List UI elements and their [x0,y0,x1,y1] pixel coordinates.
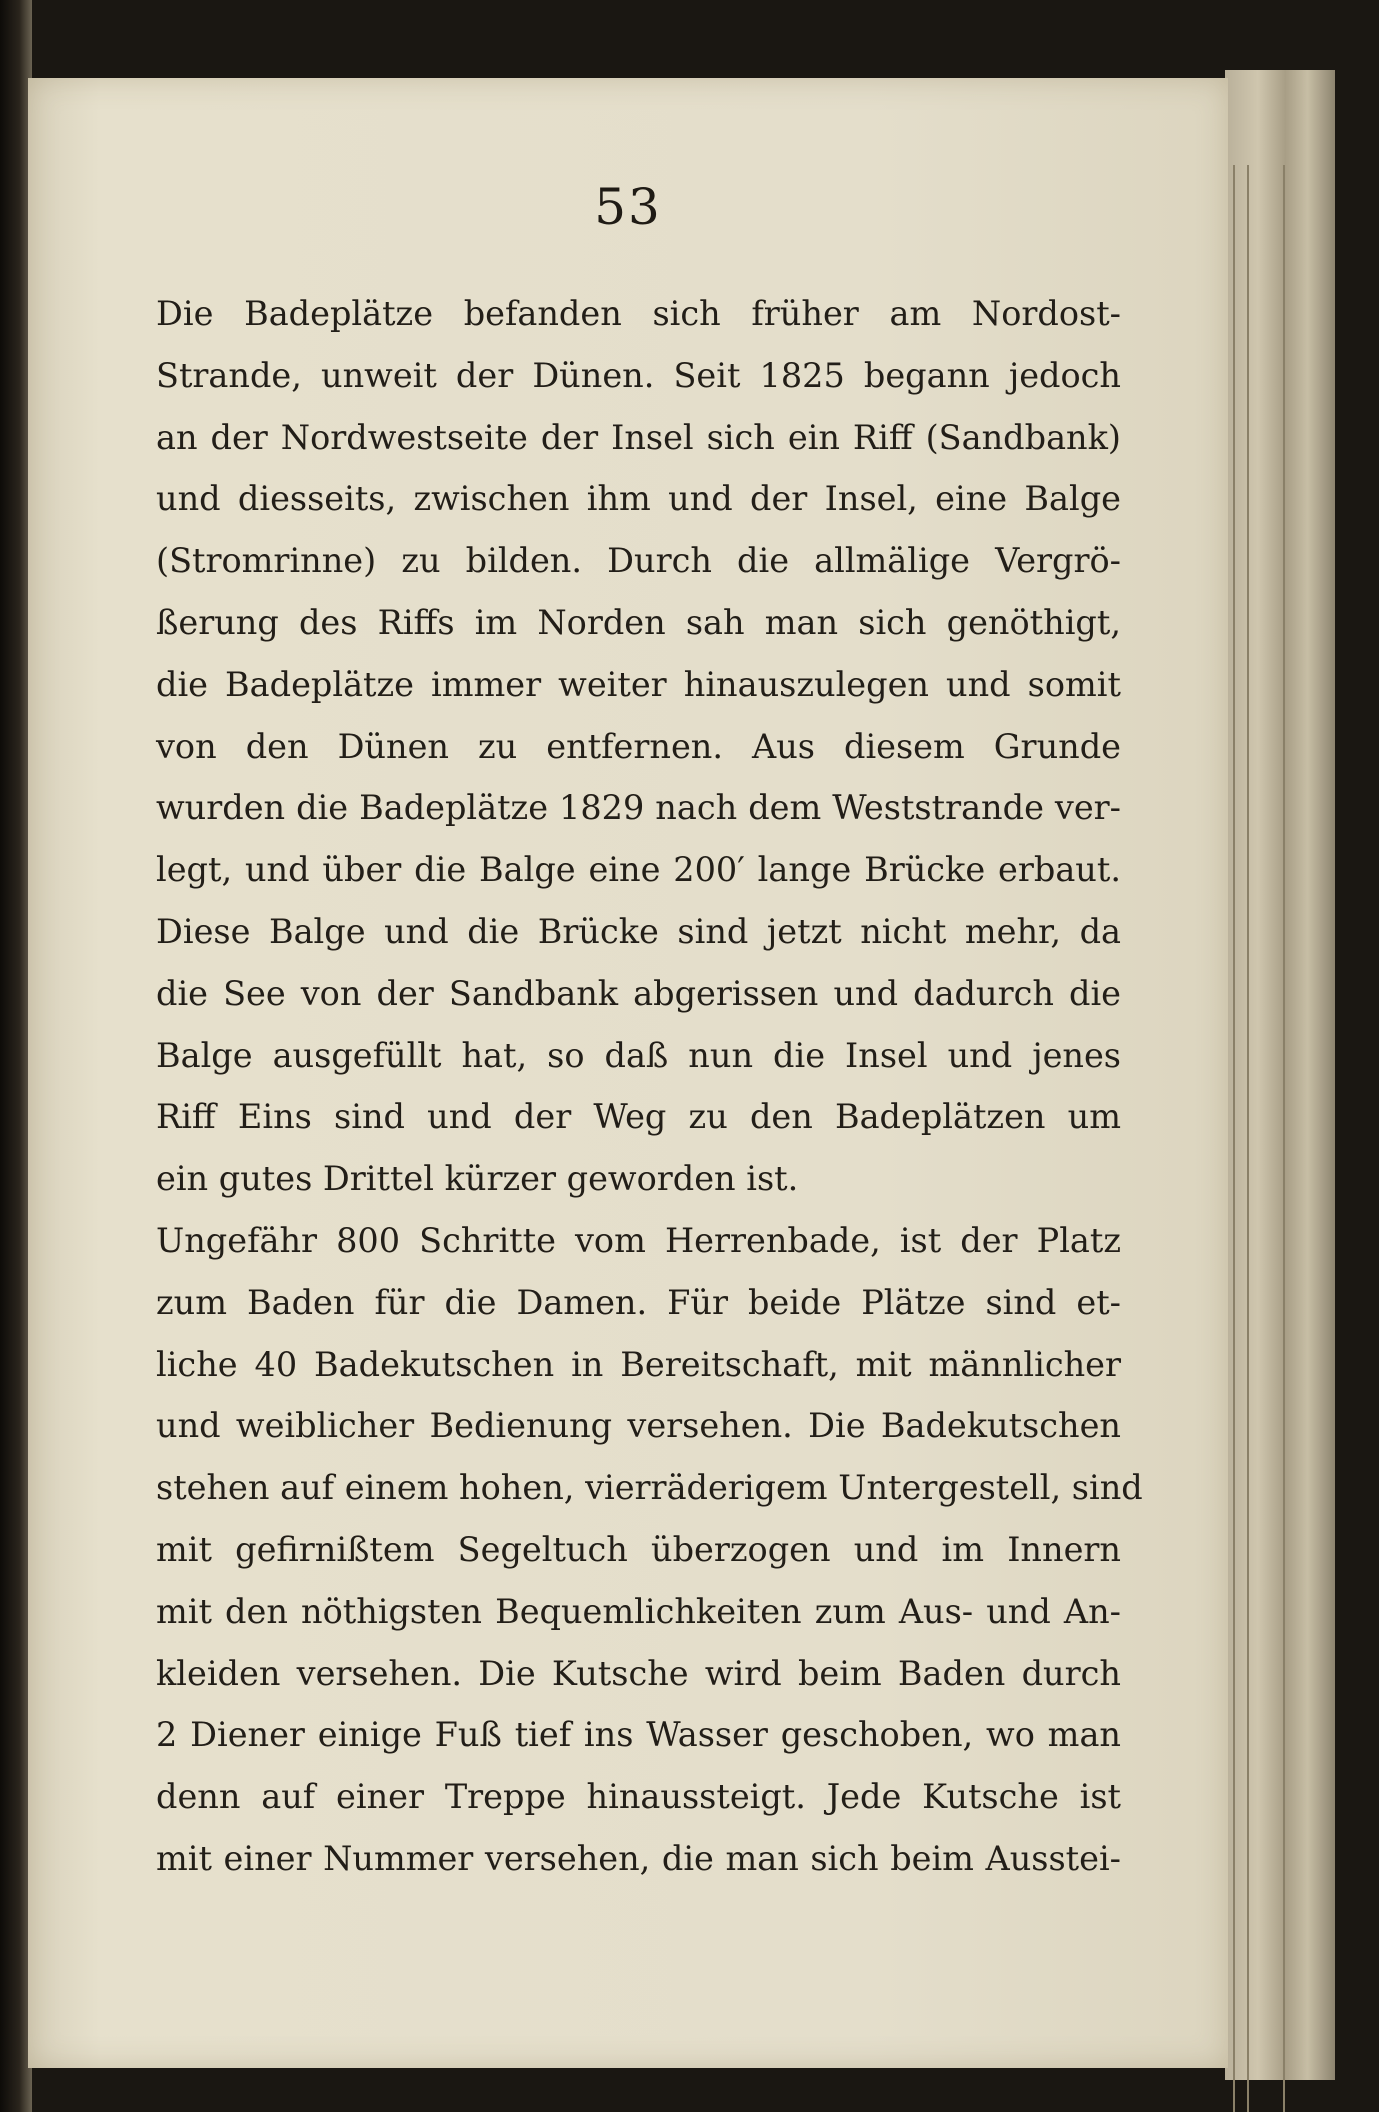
paragraph-2 [156,1210,1143,1890]
paragraph-1 [156,283,1121,1210]
page-number: 53 [594,178,662,236]
text-line: legt, und über die Balge eine 200′ lange Brücke erbaut. [156,850,1121,890]
text-line: Die Badeplätze befanden sich früher am Nordost- [156,294,1121,333]
text-line: 2 Diener einige Fuß tief ins Wasser geschoben, wo man [156,1715,1121,1755]
page-edge-stack [1225,70,1335,2080]
text-line: mit gefirnißtem Segeltuch überzogen und im Innern [156,1529,1121,1569]
text-line: Riff Eins sind und der Weg zu den Badeplätzen um [156,1097,1121,1137]
text-line: (Stromrinne) zu bilden. Durch die allmälige Vergrö- [156,541,1121,581]
text-line: Balge ausgefüllt hat, so daß nun die Insel und jenes [156,1035,1121,1075]
page-edge-line [1233,165,1235,2112]
book-page [28,78,1228,2068]
text-line: mit einer Nummer versehen, die man sich beim Ausstei- [156,1838,1121,1878]
text-line: von den Dünen zu entfernen. Aus diesem Grunde [156,726,1121,766]
text-line: wurden die Badeplätze 1829 nach dem Weststrande ver- [156,788,1121,828]
text-line: ßerung des Riffs im Norden sah man sich genöthigt, [156,602,1121,642]
text-line: Diese Balge und die Brücke sind jetzt nicht mehr, da [156,911,1121,951]
text-line: zum Baden für die Damen. Für beide Plätze sind et- [156,1282,1121,1322]
text-line: die See von der Sandbank abgerissen und dadurch die [156,973,1121,1013]
text-line: die Badeplätze immer weiter hinauszulegen und somit [156,664,1121,704]
body-text [156,283,1143,1890]
text-line: kleiden versehen. Die Kutsche wird beim Baden durch [156,1653,1121,1693]
text-line: an der Nordwestseite der Insel sich ein Riff (Sandbank) [156,417,1121,457]
text-line: denn auf einer Treppe hinaussteigt. Jede Kutsche ist [156,1777,1121,1817]
text-line: mit den nöthigsten Bequemlichkeiten zum Aus- und An- [156,1591,1121,1631]
page-edge-line [1247,165,1249,2112]
text-line: liche 40 Badekutschen in Bereitschaft, mit männlicher [156,1344,1121,1384]
text-line: Strande, unweit der Dünen. Seit 1825 begann jedoch [156,355,1121,395]
text-line: stehen auf einem hohen, vierräderigem Untergestell, sind [156,1468,1143,1508]
page-edge-line [1283,165,1285,2112]
text-line: und weiblicher Bedienung versehen. Die Badekutschen [156,1406,1121,1446]
text-line: Ungefähr 800 Schritte vom Herrenbade, ist der Platz [156,1220,1121,1260]
text-line: ein gutes Drittel kürzer geworden ist. [156,1159,799,1199]
text-line: und diesseits, zwischen ihm und der Insel, eine Balge [156,479,1121,519]
